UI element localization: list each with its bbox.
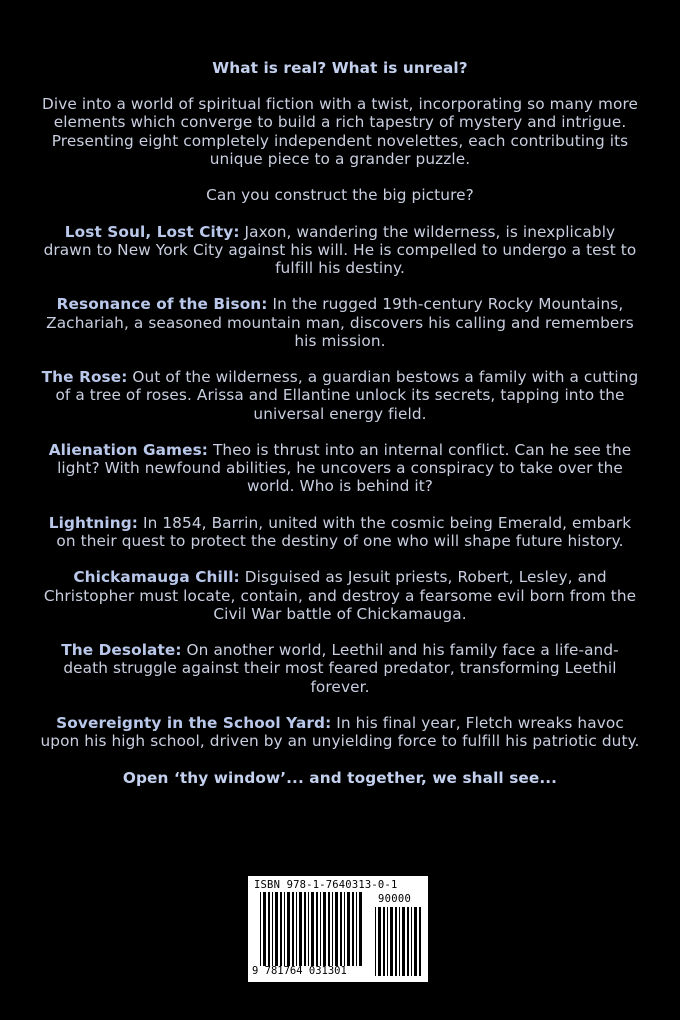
story-text: In the rugged 19th-century Rocky Mountains, Zachariah, a seasoned mountain man, discovers his calling and remembers his mission.	[46, 295, 634, 350]
story-synopsis	[40, 223, 640, 278]
story-text: On another world, Leethil and his family face a life-and-death struggle against their most feared predator, transforming Leethil forever.	[63, 641, 619, 696]
barcode-bar	[347, 892, 350, 966]
story-title: The Rose:	[41, 368, 128, 387]
story-title: Alienation Games:	[48, 440, 208, 459]
story-text: Theo is thrust into an internal conflict. Can he see the light? With newfound abilities, he uncovers a conspiracy to take over the world. Who is behind it?	[57, 440, 632, 496]
barcode-bar	[328, 892, 330, 966]
barcode-bar	[311, 892, 314, 966]
barcode-bar	[399, 907, 400, 976]
barcode-bar	[308, 892, 309, 966]
isbn-label: ISBN 978-1-7640313-0-1	[254, 879, 398, 891]
barcode-bar	[275, 892, 278, 966]
blurb-text	[40, 59, 640, 805]
barcode-bar	[284, 892, 285, 966]
story-synopsis	[40, 368, 640, 423]
isbn-barcode	[248, 876, 428, 982]
question-line: Can you construct the big picture?	[206, 186, 474, 205]
barcode-bar	[356, 892, 357, 966]
barcode-bar	[304, 892, 306, 966]
barcode-bar	[296, 892, 297, 966]
barcode-bar	[411, 907, 412, 976]
story-synopsis	[40, 568, 640, 623]
story-text: Out of the wilderness, a guardian bestows a family with a cutting of a tree of roses. Arissa and Ellantine unlock its secrets, tapping into the universal energy field.	[55, 368, 639, 423]
barcode-bar	[260, 892, 261, 966]
barcode-bar	[419, 907, 421, 976]
barcode-bar	[340, 892, 342, 966]
story-text: In 1854, Barrin, united with the cosmic being Emerald, embark on their quest to protect the destiny of one who will shape future history.	[56, 513, 632, 550]
barcode-bar	[407, 907, 409, 976]
barcode-bar	[263, 892, 266, 966]
barcode-bar	[375, 907, 376, 976]
barcode-bar	[268, 892, 270, 966]
intro-paragraph: Dive into a world of spiritual fiction with a twist, incorporating so many more elements which converge to build a rich tapestry of mystery and intrigue. Presenting eight completely independent novelettes, each contributing its unique piece to a grander puzzle.	[41, 95, 639, 168]
price-addon: 90000	[378, 893, 412, 905]
barcode-bar	[320, 892, 321, 966]
barcode-bar	[390, 907, 393, 976]
story-title: Sovereignty in the School Yard:	[56, 713, 332, 732]
barcode-bar	[387, 907, 388, 976]
story-text: In his final year, Fletch wreaks havoc upon his high school, driven by an unyielding force to fulfill his patriotic duty.	[40, 713, 640, 751]
story-synopsis	[40, 514, 640, 550]
story-synopsis	[40, 714, 640, 750]
barcode-bar	[383, 907, 385, 976]
story-title: Resonance of the Bison:	[56, 295, 268, 314]
story-synopsis	[40, 295, 640, 350]
ean-digits: 9 781764 031301	[252, 965, 347, 977]
barcode-bar	[323, 892, 326, 966]
barcode-bar	[272, 892, 273, 966]
headline: What is real? What is unreal?	[212, 59, 468, 77]
barcode-bar	[332, 892, 333, 966]
story-synopsis	[40, 441, 640, 496]
story-title: The Desolate:	[61, 641, 182, 660]
barcode-bar	[292, 892, 294, 966]
barcode-bar	[280, 892, 282, 966]
story-text: Jaxon, wandering the wilderness, is inexplicably drawn to New York City against his will. He is compelled to undergo a test to fulfill his destiny.	[43, 222, 637, 277]
barcode-bar	[352, 892, 354, 966]
barcode-bar	[378, 907, 381, 976]
barcode-bar	[414, 907, 417, 976]
barcode-bar	[287, 892, 290, 966]
story-title: Lost Soul, Lost City:	[64, 222, 240, 241]
closing-line: Open ‘thy window’... and together, we shall see...	[122, 768, 558, 787]
barcode-bar	[299, 892, 302, 966]
story-text: Disguised as Jesuit priests, Robert, Lesley, and Christopher must locate, contain, and destroy a fearsome evil born from the Civil War battle of Chickamauga.	[43, 568, 637, 623]
barcode-bar	[402, 907, 405, 976]
barcode-bar	[395, 907, 397, 976]
barcode-bar	[344, 892, 345, 966]
story-title: Chickamauga Chill:	[73, 568, 240, 587]
barcode-bar	[359, 892, 362, 966]
story-title: Lightning:	[48, 513, 138, 532]
barcode-bar	[316, 892, 318, 966]
story-synopsis	[40, 641, 640, 696]
barcode-bar	[335, 892, 338, 966]
